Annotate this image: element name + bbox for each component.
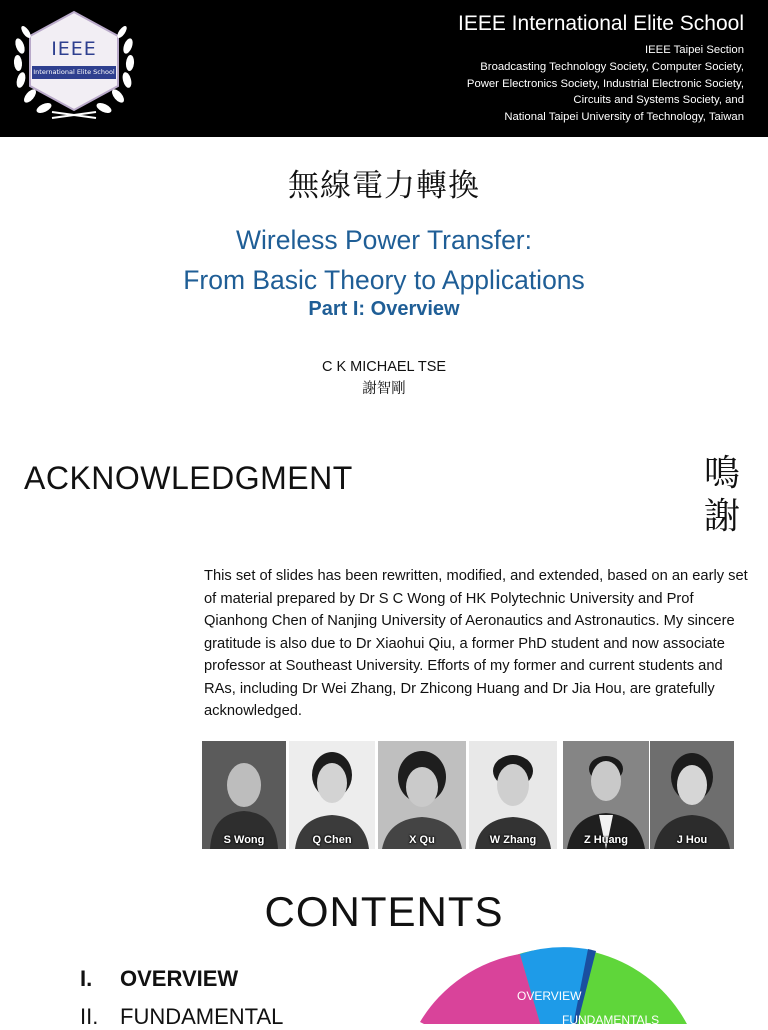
contents-heading: CONTENTS <box>264 888 504 935</box>
sponsor-line: IEEE Taipei Section <box>644 44 744 56</box>
acknowledgment-char: 鳴 <box>703 453 740 494</box>
photo-caption: W Zhang <box>489 834 537 846</box>
toc-number: I. <box>80 966 93 991</box>
photo-caption: X Qu <box>409 834 435 846</box>
portrait-photo <box>650 741 734 849</box>
toc-label: OVERVIEW <box>120 966 239 991</box>
english-title <box>0 220 768 300</box>
pie-label-overview: OVERVIEW <box>517 989 582 1003</box>
photo-caption: Z Huang <box>584 834 628 846</box>
toc-label: FUNDAMENTAL <box>120 1004 284 1029</box>
toc-item-overview[interactable] <box>80 966 238 992</box>
author <box>0 356 768 400</box>
portrait-photo <box>378 741 466 849</box>
header-title: IEEE International Elite School <box>457 12 744 35</box>
author-name-cn: 謝智剛 <box>362 381 406 397</box>
author-name-en: C K MICHAEL TSE <box>321 359 447 375</box>
logo-wordmark: IEEE <box>51 38 97 60</box>
person-silhouette-icon <box>469 741 557 849</box>
photo-strip <box>202 741 742 849</box>
sponsor-line: Circuits and Systems Society, and <box>573 94 744 107</box>
photo-caption: Q Chen <box>312 834 352 846</box>
part-subtitle: Part I: Overview <box>308 298 460 320</box>
english-title-line: Wireless Power Transfer: <box>236 225 532 255</box>
person-silhouette-icon <box>650 741 734 849</box>
contents-pie-chart <box>420 942 720 1024</box>
acknowledgment-chinese <box>700 452 744 538</box>
sponsor-line: National Taipei University of Technology, Taiwan <box>504 111 744 124</box>
chinese-title: 無線電力轉換 <box>288 168 480 204</box>
person-silhouette-icon <box>378 741 466 849</box>
toc-number: II. <box>80 1004 99 1029</box>
person-silhouette-icon <box>289 741 375 849</box>
sponsor-line: Broadcasting Technology Society, Computer Society, <box>480 60 744 73</box>
portrait-photo <box>469 741 557 849</box>
header-sponsors <box>467 42 744 126</box>
person-silhouette-icon <box>202 741 286 849</box>
acknowledgment-heading: ACKNOWLEDGMENT <box>24 460 353 496</box>
portrait-photo <box>289 741 375 849</box>
photo-caption: S Wong <box>223 834 265 846</box>
acknowledgment-char: 謝 <box>703 496 740 537</box>
acknowledgment-text: This set of slides has been rewritten, modified, and extended, based on an early set of material prepared by Dr S C Wong of HK Polytechnic University and Prof Qianhong Chen of Nanjing University of Aeronautics and Astronautics. My sincere gratitude is also due to Dr Xiaohui Qiu, a former PhD student and now associate professor at Southeast University. Efforts of my former and current students and RAs, including Dr Wei Zhang, Dr Zhicong Huang and Dr Jia Hou, are gratefully acknowledged. <box>204 568 748 719</box>
sponsor-line: Power Electronics Society, Industrial Electronic Society, <box>466 77 744 90</box>
toc-item-fundamental[interactable] <box>80 1004 283 1030</box>
ieee-logo <box>12 8 136 124</box>
logo-banner: International Elite School <box>32 66 116 79</box>
header-band <box>0 0 768 137</box>
portrait-photo <box>563 741 649 849</box>
english-title-line: From Basic Theory to Applications <box>183 265 585 295</box>
pie-label-fundamentals: FUNDAMENTALS <box>562 1013 660 1024</box>
photo-caption: J Hou <box>676 834 708 846</box>
person-silhouette-icon <box>563 741 649 849</box>
portrait-photo <box>202 741 286 849</box>
